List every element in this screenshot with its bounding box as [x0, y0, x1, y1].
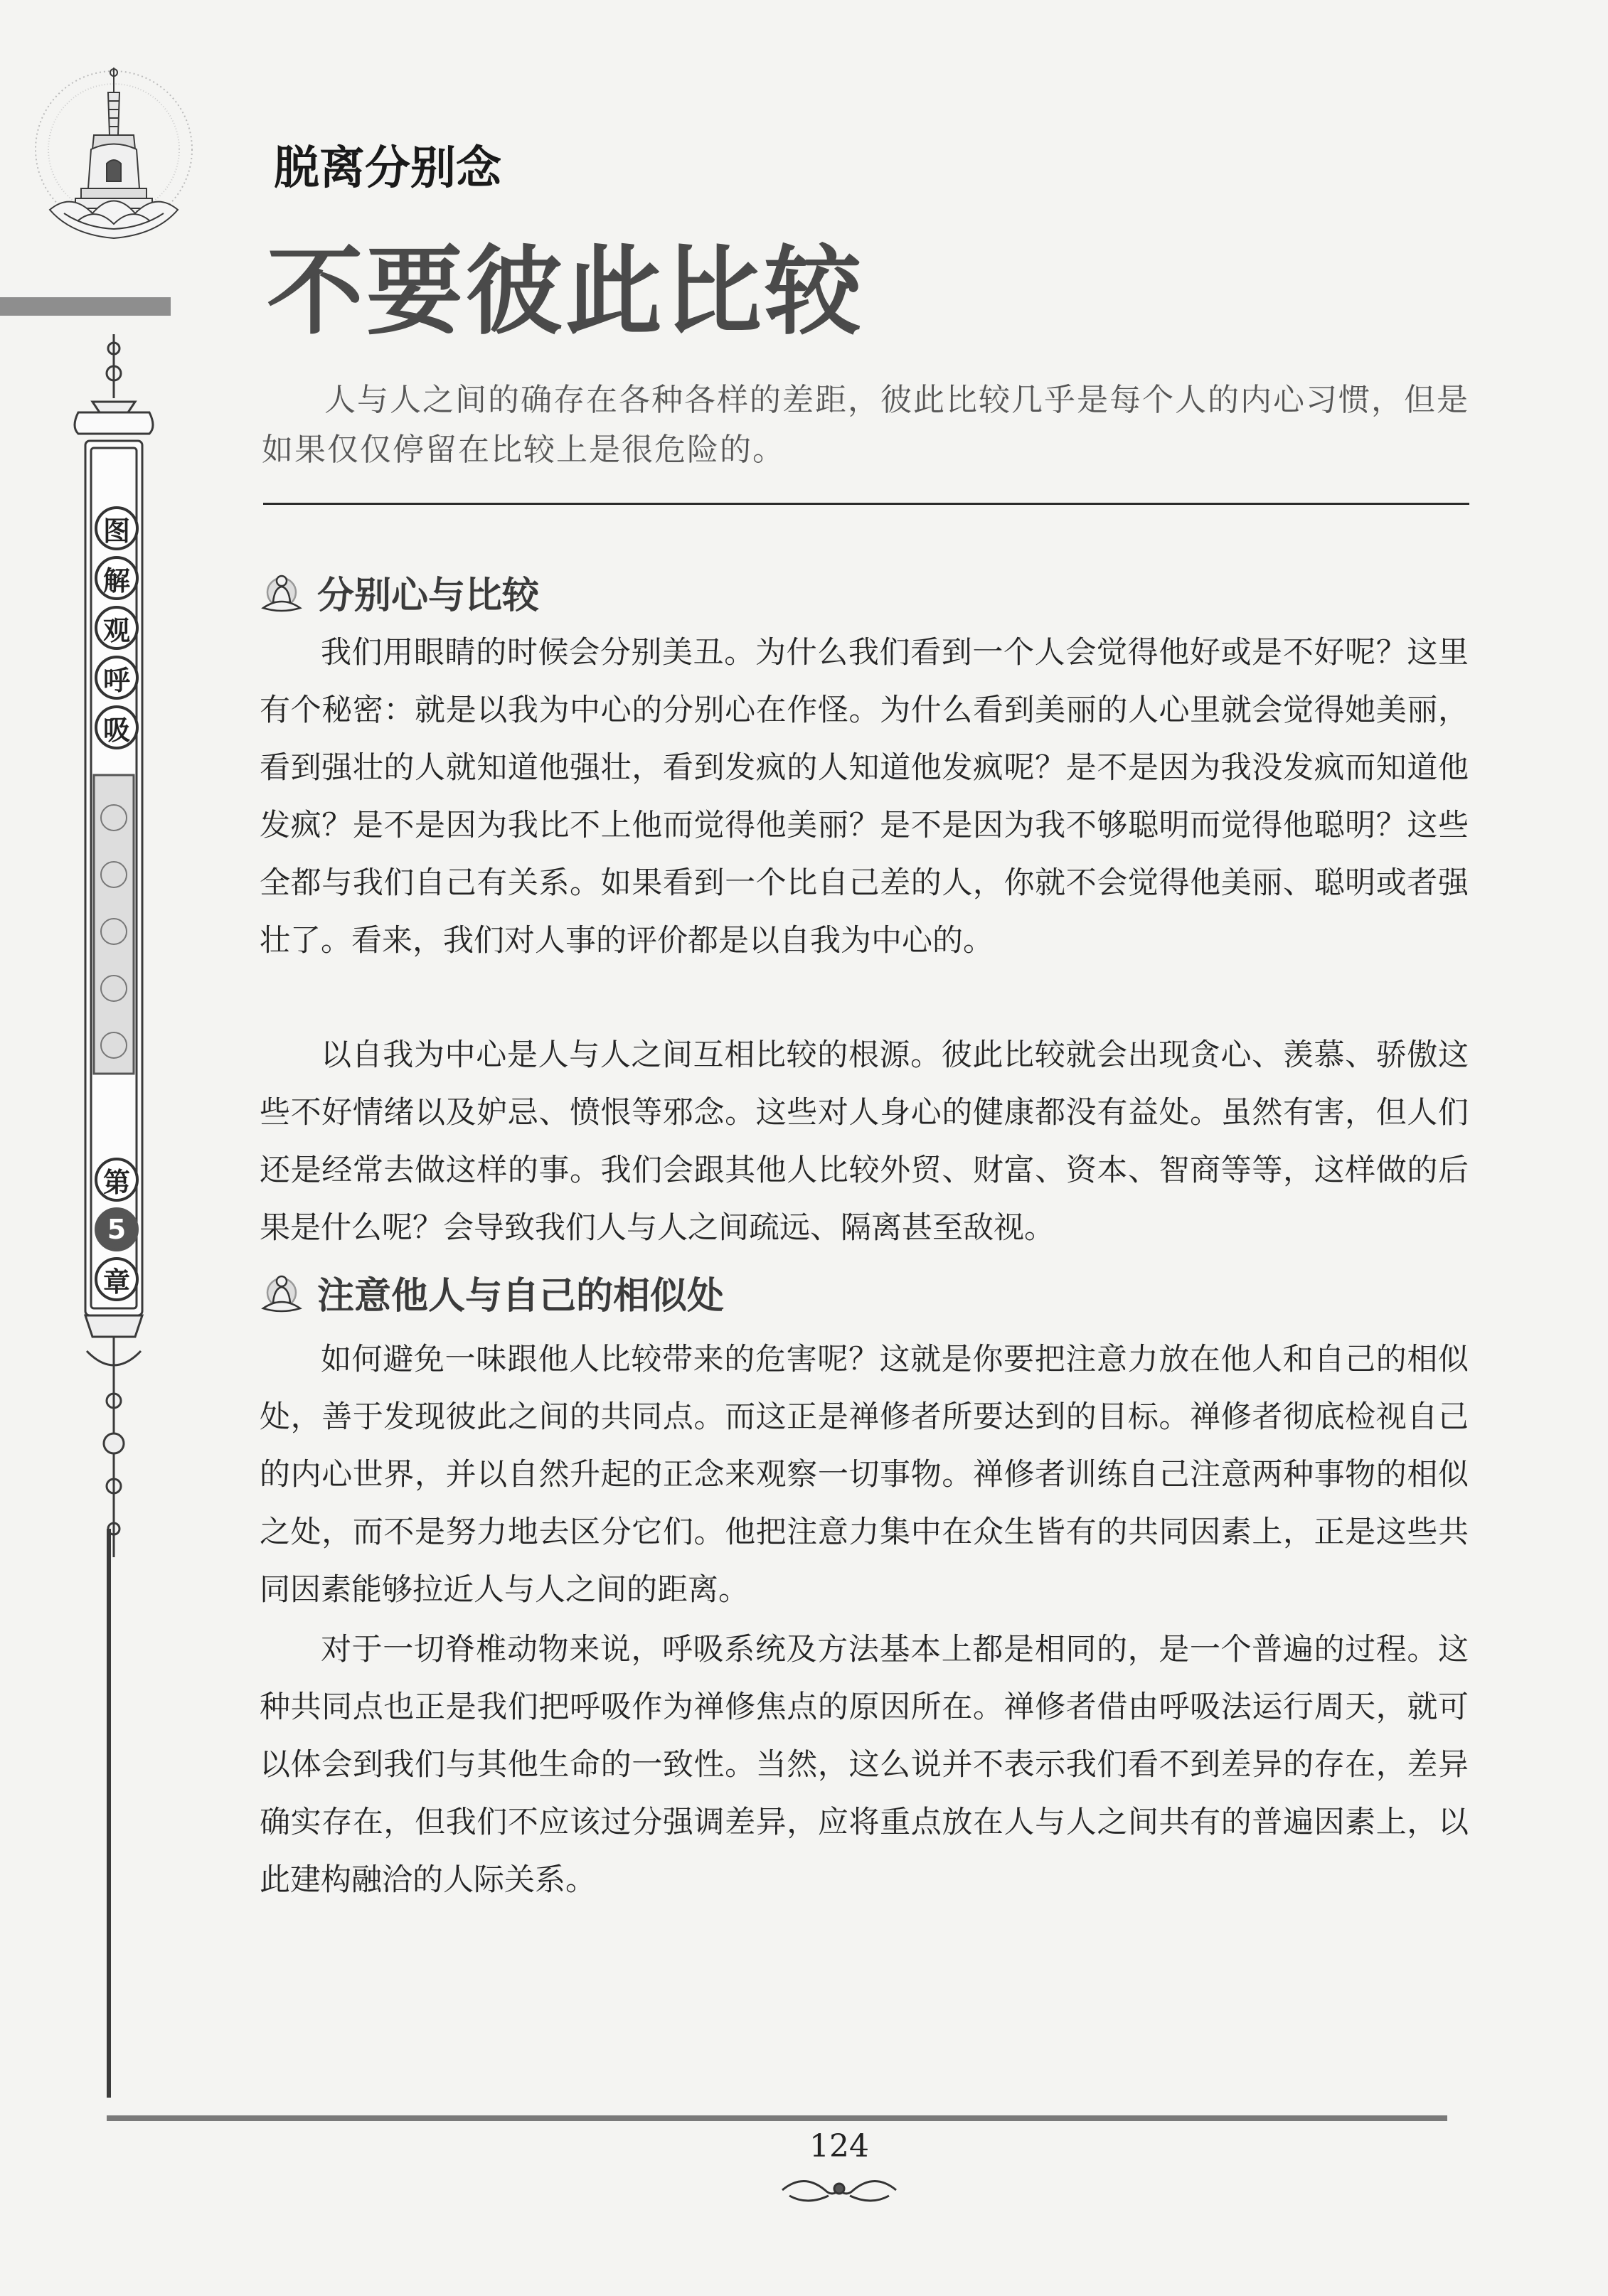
header-bar — [0, 297, 171, 316]
section-heading-text: 分别心与比较 — [317, 574, 540, 617]
section-heading — [256, 1266, 724, 1319]
intro-divider — [263, 503, 1469, 505]
paragraph: 对于一切脊椎动物来说，呼吸系统及方法基本上都是相同的，是一个普遍的过程。这种共同点也正是我们把呼吸作为禅修焦点的原因所在。禅修者借由呼吸法运行周天，就可以体会到我们与其他生命的一致性。当然，这么说并不表示我们看不到差异的存在，差异确实存在，但我们不应该过分强调差异，应将重点放在人与人之间共有的普遍因素上，以此建构融洽的人际关系。 — [260, 1632, 1469, 1898]
meditator-icon — [256, 567, 307, 618]
sidebar-line — [107, 1529, 111, 2098]
chapter-suffix: 章 — [95, 1257, 139, 1301]
footer-divider — [107, 2115, 1447, 2121]
footer-ornament — [768, 2169, 910, 2211]
vertical-title-char: 解 — [95, 556, 139, 600]
page-title: 不要彼此比较 — [267, 235, 864, 348]
meditator-icon — [256, 1267, 307, 1318]
vertical-title-char: 图 — [95, 506, 139, 550]
vertical-title-char: 呼 — [95, 656, 139, 700]
vertical-title-char: 吸 — [95, 705, 139, 749]
stupa-ornament — [28, 64, 199, 277]
section-heading — [256, 565, 539, 619]
paragraph: 如何避免一味跟他人比较带来的危害呢？这就是你要把注意力放在他人和自己的相似处，善于发现彼此之间的共同点。而这正是禅修者所要达到的目标。禅修者彻底检视自己的内心世界，并以自然升起的正念来观察一切事物。禅修者训练自己注意两种事物的相似之处，而不是努力地去区分它们。他把注意力集中在众生皆有的共同因素上，正是这些共同因素能够拉近人与人之间的距离。 — [260, 1342, 1469, 1608]
chapter-prefix: 第 — [95, 1158, 139, 1202]
page-number: 124 — [809, 2128, 869, 2164]
paragraph: 我们用眼睛的时候会分别美丑。为什么我们看到一个人会觉得他好或是不好呢？这里有个秘密：就是以我为中心的分别心在作怪。为什么看到美丽的人心里就会觉得她美丽，看到强壮的人就知道他强壮，看到发疯的人知道他发疯呢？是不是因为我没发疯而知道他发疯？是不是因为我比不上他而觉得他美丽？是不是因为我不够聪明而觉得他聪明？这些全都与我们自己有关系。如果看到一个比自己差的人，你就不会觉得他美丽、聪明或者强壮了。看来，我们对人事的评价都是以自我为中心的。 — [260, 635, 1469, 959]
chapter-number: 5 — [95, 1207, 139, 1251]
paragraph: 以自我为中心是人与人之间互相比较的根源。彼此比较就会出现贪心、羡慕、骄傲这些不好情绪以及妒忌、愤恨等邪念。这些对人身心的健康都没有益处。虽然有害，但人们还是经常去做这样的事。我们会跟其他人比较外贸、财富、资本、智商等等，这样做的后果是什么呢？会导致我们人与人之间疏远、隔离甚至敌视。 — [260, 1037, 1469, 1246]
intro-text: 人与人之间的确存在各种各样的差距，彼此比较几乎是每个人的内心习惯，但是如果仅仅停留在比较上是很危险的。 — [262, 382, 1469, 468]
page-subtitle: 脱离分别念 — [274, 142, 501, 195]
vertical-title-char: 观 — [95, 606, 139, 650]
section-heading-text: 注意他人与自己的相似处 — [317, 1274, 725, 1318]
